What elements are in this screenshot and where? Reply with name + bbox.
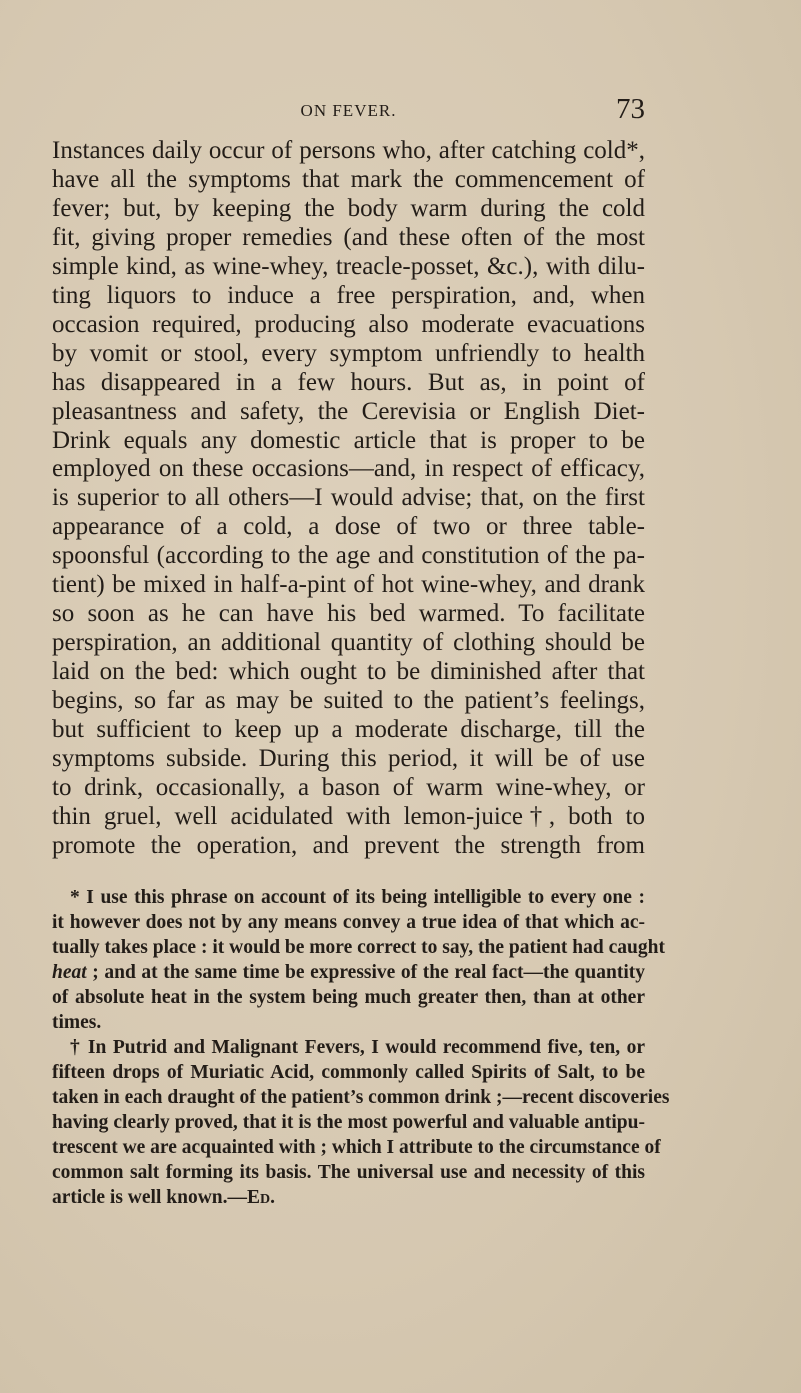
footnote-line: taken in each draught of the patient’s common drink ;—recent discoveries: [52, 1087, 670, 1108]
body-line: is superior to all others—I would advise; that, on the first: [52, 484, 645, 512]
body-line: laid on the bed: which ought to be diminished after that: [52, 658, 645, 686]
running-head: [52, 93, 645, 123]
footnote-line: trescent we are acquainted with ; which I attribute to the circumstance of: [52, 1137, 661, 1158]
running-head-title: ON FEVER.: [300, 101, 397, 120]
footnote-line: having clearly proved, that it is the most powerful and valuable antipu-: [52, 1112, 645, 1133]
body-line: Drink equals any domestic article that is proper to be: [52, 426, 645, 454]
body-line: fit, giving proper remedies (and these often of the most: [52, 223, 645, 251]
footnote-text: ; and at the same time be expressive of the real fact—the quantity: [86, 962, 645, 983]
body-line: promote the operation, and prevent the strength from: [52, 831, 645, 859]
footnote-line: * I use this phrase on account of its being intelligible to every one :: [70, 887, 645, 908]
footnote-line: times.: [52, 1012, 102, 1033]
footnote-line: tually takes place : it would be more correct to say, the patient had caught: [52, 937, 665, 958]
footnote-line: fifteen drops of Muriatic Acid, commonly called Spirits of Salt, to be: [52, 1062, 645, 1083]
body-line: spoonsful (according to the age and constitution of the pa-: [52, 542, 645, 570]
body-line: perspiration, an additional quantity of clothing should be: [52, 629, 645, 657]
body-line: pleasantness and safety, the Cerevisia or English Diet-: [52, 397, 645, 425]
body-line: appearance of a cold, a dose of two or three table-: [52, 513, 645, 541]
body-line: ting liquors to induce a free perspiration, and, when: [52, 281, 645, 309]
body-line: begins, so far as may be suited to the patient’s feelings,: [52, 687, 645, 715]
body-line: symptoms subside. During this period, it will be of use: [52, 744, 645, 772]
body-line: by vomit or stool, every symptom unfriendly to health: [52, 339, 645, 367]
body-line: has disappeared in a few hours. But as, in point of: [52, 368, 645, 396]
italic-word: heat: [52, 962, 87, 983]
body-line: occasion required, producing also moderate evacuations: [52, 310, 645, 338]
body-line: so soon as he can have his bed warmed. To facilitate: [52, 600, 645, 628]
footnote-line: of absolute heat in the system being much greater then, than at other: [52, 987, 645, 1008]
footnote-line: common salt forming its basis. The universal use and necessity of this: [52, 1162, 645, 1183]
footnote-line: [52, 960, 645, 985]
body-line: have all the symptoms that mark the commencement of: [52, 165, 645, 193]
body-line: to drink, occasionally, a bason of warm wine-whey, or: [52, 773, 645, 801]
body-line: thin gruel, well acidulated with lemon-juice†, both to: [52, 802, 645, 830]
footnote-line: [52, 1185, 645, 1210]
body-line: tient) be mixed in half-a-pint of hot wine-whey, and drank: [52, 571, 645, 599]
body-line: employed on these occasions—and, in respect of efficacy,: [52, 455, 645, 483]
footnote-line: it however does not by any means convey a true idea of that which ac-: [52, 912, 645, 933]
body-line: simple kind, as wine-whey, treacle-posset, &c.), with dilu-: [52, 252, 645, 280]
page-number: 73: [616, 93, 645, 125]
editor-signature: Ed.: [247, 1187, 275, 1208]
body-line: Instances daily occur of persons who, after catching cold*,: [52, 137, 645, 164]
footnote-line: † In Putrid and Malignant Fevers, I would recommend five, ten, or: [70, 1037, 645, 1058]
footnote-text: article is well known.—: [52, 1187, 247, 1208]
body-line: fever; but, by keeping the body warm during the cold: [52, 194, 645, 222]
body-line: but sufficient to keep up a moderate discharge, till the: [52, 716, 645, 743]
